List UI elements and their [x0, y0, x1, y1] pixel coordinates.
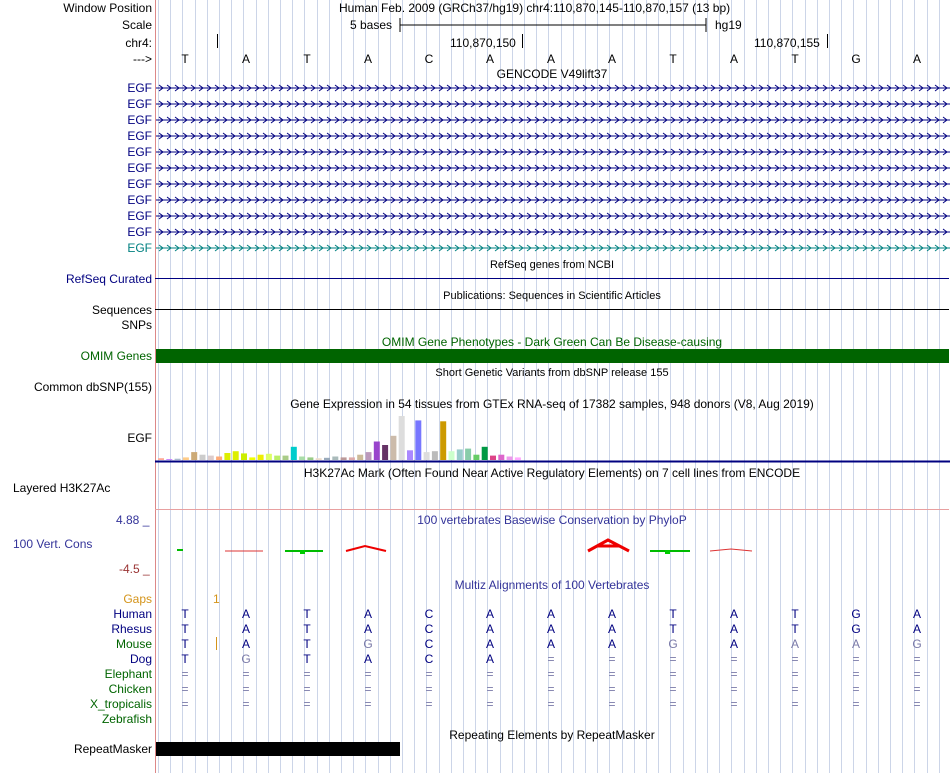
alignment-base: A [241, 622, 250, 636]
base-letter: T [669, 52, 677, 66]
alignment-base: = [669, 652, 677, 666]
cons-track-label[interactable]: 100 Vert. Cons [13, 537, 93, 551]
base-letter: A [546, 52, 555, 66]
alignment-base: = [791, 697, 799, 711]
gtex-tissue-bar [399, 416, 405, 460]
gtex-tissue-bar [166, 459, 172, 460]
alignment-base: = [730, 667, 738, 681]
alignment-base: G [851, 622, 861, 636]
base-letter: T [791, 52, 799, 66]
cons-mark [710, 549, 752, 551]
gtex-tissue-bar [357, 455, 363, 460]
alignment-base: A [912, 607, 921, 621]
alignment-base: = [852, 652, 860, 666]
ruler-tick [522, 34, 523, 48]
gtex-tissue-bar [158, 458, 164, 460]
repeat-element-bar[interactable] [156, 742, 400, 756]
base-letter: A [363, 52, 372, 66]
species-label: Elephant [104, 667, 152, 681]
gencode-transcript-label[interactable]: EGF [127, 193, 152, 207]
gtex-tissue-bar [216, 457, 222, 461]
alignment-base: = [547, 697, 555, 711]
alignment-base: = [852, 697, 860, 711]
alignment-base: = [608, 652, 616, 666]
alignment-base: = [486, 667, 494, 681]
alignment-base: A [241, 607, 250, 621]
cons-mark [665, 550, 670, 554]
cons-max-label: 4.88 _ [116, 513, 150, 527]
base-letter: A [241, 52, 250, 66]
alignment-base: = [852, 682, 860, 696]
alignment-base: A [546, 637, 555, 651]
gtex-tissue-bar [233, 451, 239, 460]
gtex-tissue-bar [424, 452, 430, 460]
gtex-tissue-bar [224, 453, 230, 460]
base-letter: A [729, 52, 738, 66]
gtex-tissue-bar [208, 456, 214, 460]
alignment-base: A [485, 652, 494, 666]
alignment-base: A [607, 622, 616, 636]
alignment-base: G [912, 637, 922, 651]
gtex-tissue-bar [307, 457, 313, 460]
gtex-tissue-bar [183, 457, 189, 460]
assembly-label: hg19 [715, 18, 742, 32]
gtex-tissue-bar [266, 454, 272, 460]
gtex-tissue-bar [200, 455, 206, 460]
alignment-base: A [607, 607, 616, 621]
omim-track-label[interactable]: OMIM Genes [80, 349, 152, 363]
gencode-transcript-line[interactable] [156, 83, 950, 93]
alignment-base: = [608, 667, 616, 681]
chrom-label: chr4: [125, 36, 152, 50]
gencode-transcript-line[interactable] [156, 243, 950, 253]
alignment-base: = [364, 667, 372, 681]
dbsnp-track-label[interactable]: Common dbSNP(155) [33, 380, 152, 394]
base-letter: A [485, 52, 494, 66]
base-letter: G [851, 52, 861, 66]
alignment-base: = [852, 667, 860, 681]
ruler-coord-2: 110,870,155 [754, 36, 820, 50]
species-label: Human [113, 607, 152, 621]
alignment-base: = [303, 697, 311, 711]
alignment-base: A [546, 622, 555, 636]
gencode-transcript-label[interactable]: EGF [127, 129, 152, 143]
gtex-tissue-bar [465, 449, 471, 460]
gtex-tissue-bar [440, 421, 446, 460]
cons-min-label: -4.5 _ [119, 562, 150, 576]
strand-label: ---> [133, 52, 152, 66]
gtex-tissue-bar [415, 420, 421, 460]
repeatmasker-track-label[interactable]: RepeatMasker [73, 742, 152, 756]
scale-text: 5 bases [350, 18, 393, 32]
gencode-transcript-label[interactable]: EGF [127, 225, 152, 239]
gtex-tissue-bar [482, 447, 488, 460]
alignment-base: = [242, 682, 250, 696]
cons-mark [300, 550, 305, 554]
gtex-tissue-bar [432, 451, 438, 460]
alignment-base: = [547, 682, 555, 696]
gencode-transcript-line[interactable] [156, 179, 950, 189]
alignment-base: = [242, 697, 250, 711]
gencode-transcript-label[interactable]: EGF [127, 177, 152, 191]
position-title: Human Feb. 2009 (GRCh37/hg19) chr4:110,870,145-110,870,157 (13 bp) [339, 1, 731, 15]
cons-track-title: 100 vertebrates Basewise Conservation by PhyloP [417, 513, 687, 527]
gencode-transcript-line[interactable] [156, 163, 950, 173]
species-label: Rhesus [111, 622, 152, 636]
gtex-tissue-bar [258, 455, 264, 460]
gencode-transcript-label[interactable]: EGF [127, 81, 152, 95]
alignment-base: A [729, 607, 738, 621]
alignment-base: A [851, 637, 860, 651]
omim-gene-bar[interactable] [156, 349, 949, 363]
base-letter: T [181, 52, 189, 66]
alignment-base: = [425, 697, 433, 711]
alignment-base: G [363, 637, 373, 651]
alignment-base: = [791, 682, 799, 696]
alignment-base: T [181, 637, 189, 651]
species-label: Mouse [115, 637, 152, 651]
alignment-base: = [730, 697, 738, 711]
gencode-transcript-label[interactable]: EGF [127, 145, 152, 159]
alignment-base: = [730, 652, 738, 666]
gtex-tissue-bar [507, 457, 513, 461]
gencode-transcript-label[interactable]: EGF [127, 209, 152, 223]
ruler-tick [217, 34, 218, 48]
alignment-base: G [668, 637, 678, 651]
alignment-base: A [485, 637, 494, 651]
pubs-track-label[interactable]: Sequences [91, 303, 152, 317]
gtex-tissue-bar [382, 445, 388, 460]
alignment-base: G [851, 607, 861, 621]
alignment-base: T [669, 607, 677, 621]
species-label: Chicken [108, 682, 152, 696]
refseq-track-title: RefSeq genes from NCBI [489, 259, 615, 271]
gaps-label: Gaps [123, 592, 152, 606]
alignment-base: = [791, 667, 799, 681]
multiz-track-title: Multiz Alignments of 100 Vertebrates [454, 578, 650, 592]
alignment-base: = [242, 667, 250, 681]
snps-track-label[interactable]: SNPs [121, 318, 152, 332]
alignment-base: = [486, 697, 494, 711]
alignment-base: A [790, 637, 799, 651]
alignment-base: = [486, 682, 494, 696]
alignment-base: T [791, 607, 799, 621]
omim-track-title: OMIM Gene Phenotypes - Dark Green Can Be Disease-causing [381, 335, 723, 349]
alignment-base: = [608, 682, 616, 696]
gtex-tissue-bar [324, 458, 330, 460]
alignment-base: = [669, 667, 677, 681]
gtex-tissue-bar [283, 456, 289, 460]
alignment-base: = [303, 667, 311, 681]
scale-label: Scale [121, 18, 152, 32]
alignment-base: C [424, 607, 434, 621]
alignment-base: = [913, 667, 921, 681]
alignment-base: = [791, 652, 799, 666]
gtex-tissue-bar [457, 449, 463, 460]
gencode-transcript-line[interactable] [156, 227, 950, 237]
gtex-tissue-bar [241, 453, 247, 460]
gencode-transcript-label[interactable]: EGF [127, 113, 152, 127]
alignment-base: T [303, 607, 311, 621]
gtex-tissue-bar [175, 459, 181, 460]
alignment-base: T [791, 622, 799, 636]
alignment-base: A [363, 652, 372, 666]
gtex-tissue-bar [349, 457, 355, 460]
gencode-transcript-line[interactable] [156, 195, 950, 205]
alignment-base: = [181, 667, 189, 681]
base-letter: C [424, 52, 434, 66]
h3k27ac-track-label[interactable]: Layered H3K27Ac [13, 481, 111, 495]
alignment-base: A [485, 607, 494, 621]
alignment-base: C [424, 652, 434, 666]
gtex-tissue-bar [374, 442, 380, 461]
alignment-base: A [729, 622, 738, 636]
insertion-marker [216, 637, 217, 650]
gencode-transcript-label[interactable]: EGF [127, 241, 152, 255]
alignment-base: T [181, 652, 189, 666]
alignment-base: A [729, 637, 738, 651]
alignment-base: = [181, 682, 189, 696]
gaps-value: 1 [213, 592, 220, 606]
gencode-transcript-label[interactable]: EGF [127, 161, 152, 175]
gtex-tissue-bar [390, 436, 396, 460]
gtex-tissue-bar [449, 451, 455, 460]
alignment-base: A [363, 622, 372, 636]
h3k27ac-baseline [155, 509, 949, 510]
scale-bar [399, 17, 709, 33]
gtex-tissue-bar [249, 457, 255, 460]
gtex-tissue-bar [341, 457, 347, 460]
gtex-tissue-bar [316, 458, 322, 460]
gencode-track-title: GENCODE V49lift37 [496, 67, 608, 81]
gtex-tissue-bar [515, 457, 521, 460]
gencode-transcript-line[interactable] [156, 147, 950, 157]
refseq-track-line [155, 278, 949, 279]
gencode-transcript-label[interactable]: EGF [127, 97, 152, 111]
cons-wiggle[interactable] [155, 528, 950, 568]
alignment-base: = [425, 682, 433, 696]
gtex-tissue-bar [191, 452, 197, 460]
gencode-transcript-line[interactable] [156, 115, 950, 125]
alignment-base: A [912, 622, 921, 636]
alignment-base: = [913, 682, 921, 696]
gtex-tissue-bar [366, 452, 372, 460]
h3k27ac-track-title: H3K27Ac Mark (Often Found Near Active Regulatory Elements) on 7 cell lines from ENCODE [303, 466, 801, 480]
alignment-base: T [669, 622, 677, 636]
gtex-tissue-bar [274, 456, 280, 460]
gencode-transcript-line[interactable] [156, 211, 950, 221]
gencode-transcript-line[interactable] [156, 99, 950, 109]
species-label: X_tropicalis [89, 697, 152, 711]
refseq-track-label[interactable]: RefSeq Curated [65, 272, 152, 286]
ruler-coord-1: 110,870,150 [450, 36, 516, 50]
gtex-expression-chart[interactable] [155, 412, 950, 464]
ruler-tick [827, 34, 828, 48]
alignment-base: = [364, 682, 372, 696]
repeatmasker-track-title: Repeating Elements by RepeatMasker [449, 728, 655, 742]
alignment-base: T [303, 652, 311, 666]
gtex-tissue-bar [291, 447, 297, 460]
alignment-base: = [608, 697, 616, 711]
alignment-base: T [303, 622, 311, 636]
alignment-base: = [547, 667, 555, 681]
base-letter: A [607, 52, 616, 66]
alignment-base: A [546, 607, 555, 621]
alignment-base: C [424, 622, 434, 636]
alignment-base: = [730, 682, 738, 696]
gencode-transcript-line[interactable] [156, 131, 950, 141]
species-label: Zebrafish [101, 712, 152, 726]
window-position-label: Window Position [63, 1, 152, 15]
alignment-base: = [364, 697, 372, 711]
alignment-base: A [241, 637, 250, 651]
gtex-tissue-bar [490, 456, 496, 460]
alignment-base: = [913, 697, 921, 711]
base-letter: A [912, 52, 921, 66]
gtex-track-title: Gene Expression in 54 tissues from GTEx RNA-seq of 17382 samples, 948 donors (V8, Aug 2019) [290, 397, 814, 411]
alignment-base: = [913, 652, 921, 666]
alignment-base: = [181, 697, 189, 711]
alignment-base: G [241, 652, 251, 666]
alignment-base: T [181, 607, 189, 621]
gtex-tissue-bar [473, 455, 479, 460]
alignment-base: = [547, 652, 555, 666]
pubs-track-line [155, 309, 949, 310]
dbsnp-track-title: Short Genetic Variants from dbSNP release 155 [435, 367, 669, 379]
alignment-base: = [303, 682, 311, 696]
cons-mark [346, 546, 386, 551]
alignment-base: A [607, 637, 616, 651]
alignment-base: = [669, 682, 677, 696]
gtex-tissue-bar [299, 457, 305, 461]
gtex-tissue-bar [498, 455, 504, 460]
alignment-base: = [669, 697, 677, 711]
cons-mark [588, 540, 629, 551]
alignment-base: A [485, 622, 494, 636]
alignment-base: T [303, 637, 311, 651]
base-letter: T [303, 52, 311, 66]
alignment-base: A [363, 607, 372, 621]
pubs-track-title: Publications: Sequences in Scientific Articles [443, 290, 661, 302]
gtex-tissue-bar [407, 450, 413, 460]
alignment-base: C [424, 637, 434, 651]
alignment-base: = [425, 667, 433, 681]
gtex-tissue-bar [332, 457, 338, 461]
gtex-track-label[interactable]: EGF [127, 431, 152, 445]
alignment-base: T [181, 622, 189, 636]
species-label: Dog [129, 652, 152, 666]
